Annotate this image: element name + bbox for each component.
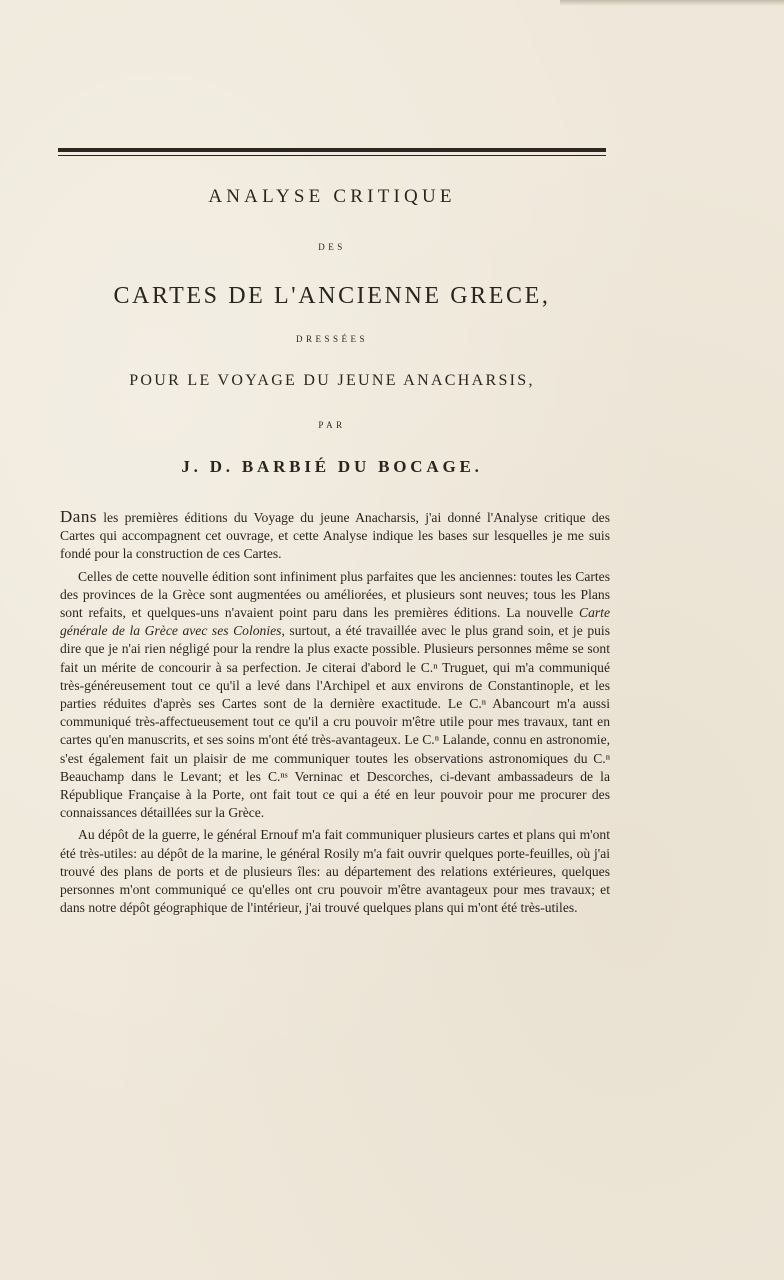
paragraph-2-after: , surtout, a été travaillée avec le plus grand soin, et je puis dire que je n'ai rien négligé pour la rendre la plus exacte possible. Plusieurs personnes même se sont fait un mérite de concourir à sa perfection. Je citerai d'abord le C.ⁿ Truguet, qui m'a communiqué très-généreusement tout ce qu'il a levé dans l'Archipel et aux environs de Constantinople, et les parties réduites d'après ses Cartes sont de la dernière exactitude. Le C.ⁿ Abancourt m'a aussi communiqué très-affectueusement tout ce qu'il a cru pouvoir m'être utile pour mes travaux, tant en cartes qu'en manuscrits, et ses soins m'ont été très-avantageux. Le C.ⁿ Lalande, connu en astronomie, s'est également fait un plaisir de me communiquer toutes les observations astronomiques du C.ⁿ Beauchamp dans le Levant; et les C.ⁿˢ Verninac et Descorches, ci-devant ambassadeurs de la République Française à la Porte, ont fait tout ce qui a été en leur pouvoir pour me procurer des connaissances détaillées sur la Grèce. [60, 623, 610, 821]
header-rule-thin [58, 155, 606, 156]
paragraph-1-text: les premières éditions du Voyage du jeune Anacharsis, j'ai donné l'Analyse critique des Cartes qui accompagnent cet ouvrage, et cette Analyse indique les bases sur lesquelles je me suis fondé pour la construction de ces Cartes. [60, 510, 610, 562]
paragraph-2-italic-title: Carte générale de la Grèce avec ses Colonies [60, 605, 610, 639]
body-text [60, 508, 610, 921]
paragraph-2-before: Celles de cette nouvelle édition sont infiniment plus parfaites que les anciennes: toutes les Cartes des provinces de la Grèce sont augmentées ou améliorées, et plusieurs sont neuves; tous les Plans sont refaits, et quelques-uns n'avaient point paru dans les premières éditions. La nouvelle [60, 568, 610, 621]
paragraph-1-initial: Dans [60, 507, 97, 526]
connector-dressees: DRESSÉES [295, 334, 368, 344]
paragraph-2 [60, 568, 610, 823]
title-voyage: POUR LE VOYAGE DU JEUNE ANACHARSIS, [129, 372, 535, 389]
connector-des: DES [318, 242, 346, 252]
connector-par: PAR [318, 420, 346, 430]
title-cartes: CARTES DE L'ANCIENNE GRECE, [113, 283, 551, 309]
page-edge-shadow [560, 0, 784, 6]
author-name: J. D. BARBIÉ DU BOCAGE. [181, 457, 483, 476]
paragraph-1 [60, 508, 610, 564]
header-rule-thick [58, 148, 606, 152]
title-analyse-critique: ANALYSE CRITIQUE [208, 186, 456, 207]
paragraph-3: Au dépôt de la guerre, le général Ernouf m'a fait communiquer plusieurs cartes et plans qui m'ont été très-utiles: au dépôt de la marine, le général Rosily m'a fait ouvrir quelques porte-feuilles, où j'ai trouvé des plans de ports et de plusieurs îles: au département des relations extérieures, quelques personnes m'ont communiqué ce qu'elles ont cru pouvoir m'être avantageux pour mes travaux; et dans notre dépôt géographique de l'intérieur, j'ai trouvé quelques plans qui m'ont été très-utiles. [60, 827, 610, 916]
